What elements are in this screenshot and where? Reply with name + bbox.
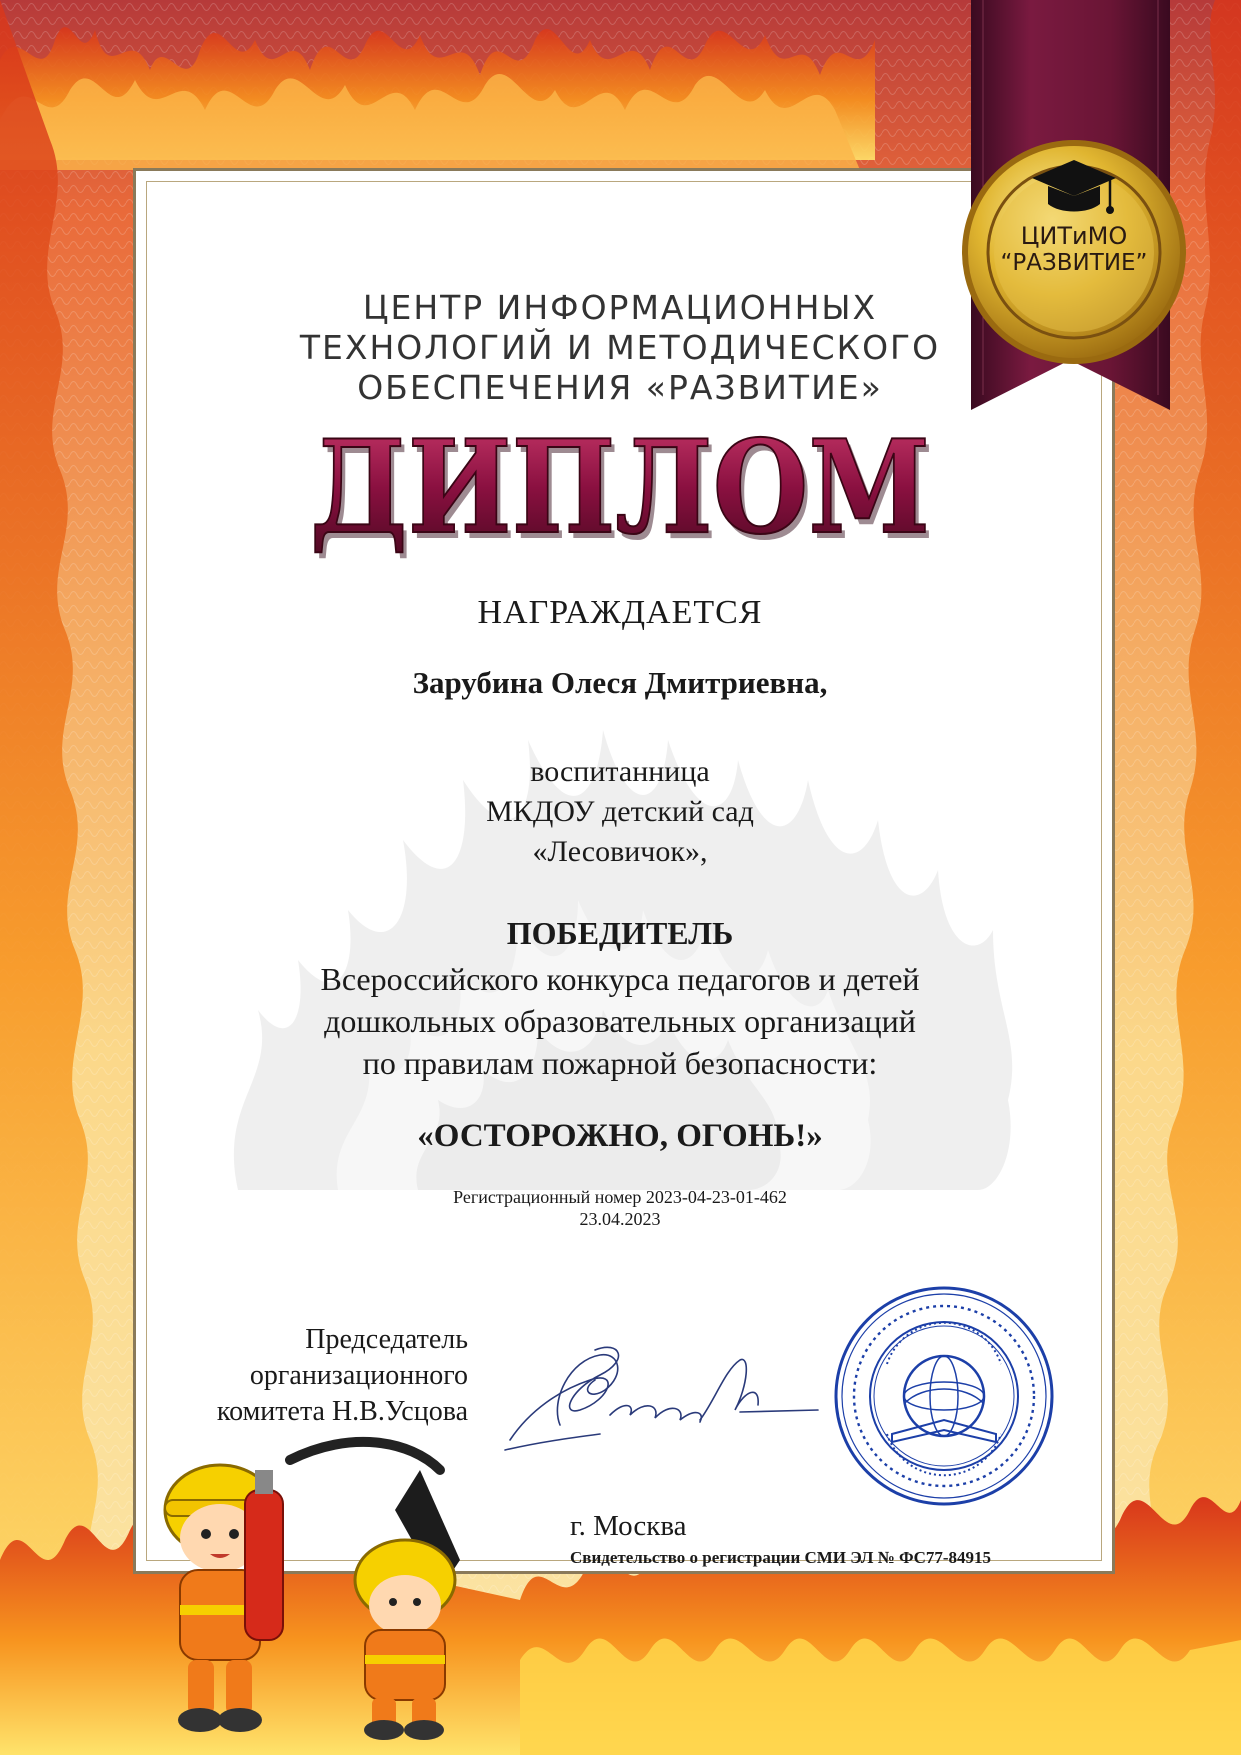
issue-date: 23.04.2023 [579, 1209, 661, 1229]
role-line-2: МКДОУ детский сад [486, 795, 754, 828]
organization-line-1: ЦЕНТР ИНФОРМАЦИОННЫХ [362, 288, 878, 327]
diploma-title-text: ДИПЛОМ [310, 420, 930, 560]
diploma-title-shadow: ДИПЛОМ [314, 420, 934, 560]
medal-line-2: “РАЗВИТИЕ” [1000, 250, 1148, 276]
recipient-name: Зарубина Олеся Дмитриевна, [412, 665, 828, 700]
chair-line-1: Председатель [305, 1324, 468, 1355]
chairperson-block [150, 1322, 468, 1430]
chair-line-3: комитета Н.В.Усцова [216, 1396, 468, 1427]
description-line-3: по правилам пожарной безопасности: [362, 1045, 878, 1081]
role-line-3: «Лесовичок», [532, 835, 708, 868]
diploma-title [290, 420, 950, 560]
firefighter-right [355, 1540, 455, 1740]
handwritten-signature [500, 1330, 820, 1460]
description-line-2: дошкольных образовательных организаций [324, 1003, 916, 1039]
awarded-label: НАГРАЖДАЕТСЯ [477, 594, 763, 631]
organization-line-2: ТЕХНОЛОГИЙ И МЕТОДИЧЕСКОГО [299, 328, 941, 367]
recipient-role [160, 752, 1080, 872]
city: г. Москва [570, 1510, 687, 1542]
winner-label: ПОБЕДИТЕЛЬ [506, 915, 734, 951]
registration-number: Регистрационный номер 2023-04-23-01-462 [453, 1187, 787, 1207]
organization-title [250, 288, 990, 408]
registration-block [160, 1186, 1080, 1230]
contest-name: «ОСТОРОЖНО, ОГОНЬ!» [417, 1118, 823, 1154]
contest-description [160, 958, 1080, 1084]
role-line-1: воспитанница [530, 755, 710, 788]
medal-text [960, 222, 1188, 276]
firefighter-kids-illustration [150, 1430, 510, 1740]
organization-line-3: ОБЕСПЕЧЕНИЯ «РАЗВИТИЕ» [357, 368, 883, 407]
medal-line-1: ЦИТиМО [1020, 222, 1128, 250]
description-line-1: Всероссийского конкурса педагогов и детей [320, 961, 920, 997]
official-stamp [832, 1284, 1056, 1508]
media-registration: Свидетельство о регистрации СМИ ЭЛ № ФС77-84915 [570, 1548, 992, 1567]
chair-line-2: организационного [249, 1360, 468, 1391]
